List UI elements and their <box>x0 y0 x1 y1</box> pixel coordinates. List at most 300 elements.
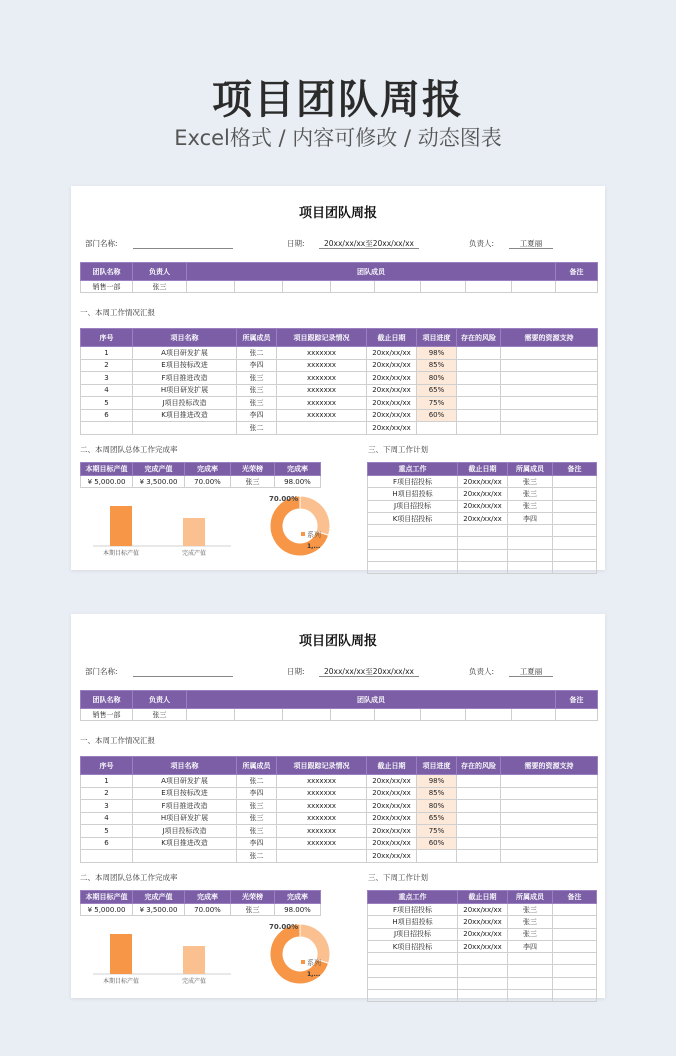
work-cell[interactable] <box>457 397 501 410</box>
work-cell[interactable] <box>417 850 457 863</box>
team-cell-owner[interactable]: 张三 <box>133 281 187 293</box>
plan-cell[interactable] <box>553 904 597 916</box>
team-cell[interactable] <box>331 709 375 721</box>
work-cell[interactable] <box>133 850 237 863</box>
work-cell[interactable] <box>457 800 501 813</box>
summary-cell[interactable]: 70.00% <box>185 904 231 916</box>
work-cell[interactable]: K项目推进改造 <box>133 409 237 422</box>
work-cell[interactable]: H项目研发扩展 <box>133 384 237 397</box>
team-header-members: 团队成员 <box>187 263 556 281</box>
plan-cell[interactable] <box>368 977 458 989</box>
work-cell[interactable]: xxxxxxx <box>277 397 367 410</box>
plan-table <box>367 462 597 574</box>
summary-header-1: 完成产值 <box>133 463 185 476</box>
work-cell[interactable] <box>501 837 598 850</box>
team-cell[interactable] <box>283 281 331 293</box>
dept-field-line[interactable] <box>133 676 233 677</box>
work-cell[interactable]: 20xx/xx/xx <box>367 775 417 788</box>
team-cell[interactable] <box>512 281 556 293</box>
work-cell[interactable]: 2 <box>81 359 133 372</box>
plan-cell[interactable]: F项目招投标 <box>368 476 458 488</box>
plan-cell[interactable] <box>553 488 597 500</box>
work-cell[interactable]: xxxxxxx <box>277 812 367 825</box>
summary-cell[interactable]: 98.00% <box>275 476 321 488</box>
legend-swatch <box>301 960 305 964</box>
team-cell[interactable] <box>187 709 235 721</box>
work-cell[interactable]: 98% <box>417 347 457 360</box>
work-cell[interactable]: 85% <box>417 359 457 372</box>
work-cell[interactable]: 80% <box>417 800 457 813</box>
date-field-line <box>319 676 419 677</box>
table-row <box>81 372 598 385</box>
work-cell[interactable]: 80% <box>417 372 457 385</box>
team-cell[interactable] <box>331 281 375 293</box>
work-cell[interactable] <box>457 372 501 385</box>
summary-cell[interactable]: ¥ 3,500.00 <box>133 476 185 488</box>
plan-cell[interactable]: 张三 <box>508 928 553 940</box>
dept-label: 部门名称: <box>85 239 118 248</box>
table-row <box>368 965 597 977</box>
plan-cell[interactable]: 20xx/xx/xx <box>458 928 508 940</box>
table-row <box>368 977 597 989</box>
summary-header-0: 本期目标产值 <box>81 891 133 904</box>
legend-swatch <box>301 532 305 536</box>
work-cell[interactable]: 3 <box>81 800 133 813</box>
work-cell[interactable] <box>457 384 501 397</box>
work-cell[interactable]: xxxxxxx <box>277 347 367 360</box>
plan-cell[interactable]: J项目招投标 <box>368 500 458 512</box>
section-2-title: 二、本周团队总体工作完成率 <box>80 873 178 882</box>
plan-cell[interactable] <box>553 990 597 1002</box>
work-cell[interactable]: 李四 <box>237 359 277 372</box>
work-cell[interactable]: 20xx/xx/xx <box>367 359 417 372</box>
plan-cell[interactable]: K项目招投标 <box>368 940 458 952</box>
summary-cell[interactable]: ¥ 5,000.00 <box>81 904 133 916</box>
work-cell[interactable]: 6 <box>81 409 133 422</box>
owner-field-line <box>509 248 553 249</box>
work-cell[interactable]: 20xx/xx/xx <box>367 372 417 385</box>
summary-cell[interactable]: 98.00% <box>275 904 321 916</box>
plan-cell[interactable]: 20xx/xx/xx <box>458 940 508 952</box>
work-cell[interactable]: 20xx/xx/xx <box>367 384 417 397</box>
work-cell[interactable]: xxxxxxx <box>277 372 367 385</box>
team-cell[interactable] <box>556 281 598 293</box>
plan-cell[interactable] <box>508 549 553 561</box>
bar-category-label: 完成产值 <box>181 550 207 557</box>
work-cell[interactable]: 2 <box>81 787 133 800</box>
work-cell[interactable] <box>277 850 367 863</box>
table-row <box>368 537 597 549</box>
work-cell[interactable]: K项目推进改造 <box>133 837 237 850</box>
work-cell[interactable]: 张三 <box>237 812 277 825</box>
plan-cell[interactable]: 20xx/xx/xx <box>458 512 508 524</box>
work-header-6: 存在的风险 <box>457 757 501 775</box>
bar-0 <box>110 934 132 974</box>
table-row <box>81 422 598 435</box>
plan-cell[interactable]: 张三 <box>508 904 553 916</box>
owner-value[interactable]: 工夏丽 <box>519 239 543 248</box>
legend-label: 系列 <box>307 531 321 539</box>
work-cell[interactable] <box>457 422 501 435</box>
work-cell[interactable] <box>457 812 501 825</box>
plan-cell[interactable] <box>368 562 458 574</box>
work-cell[interactable]: 1 <box>81 347 133 360</box>
work-header-2: 所属成员 <box>237 329 277 347</box>
work-cell[interactable]: 20xx/xx/xx <box>367 850 417 863</box>
plan-cell[interactable] <box>553 562 597 574</box>
work-header-2: 所属成员 <box>237 757 277 775</box>
work-cell[interactable]: xxxxxxx <box>277 787 367 800</box>
team-cell[interactable] <box>466 281 512 293</box>
summary-cell[interactable]: ¥ 3,500.00 <box>133 904 185 916</box>
plan-cell[interactable] <box>368 537 458 549</box>
work-cell[interactable] <box>501 812 598 825</box>
work-cell[interactable]: xxxxxxx <box>277 800 367 813</box>
work-cell[interactable] <box>501 422 598 435</box>
work-cell[interactable]: 60% <box>417 837 457 850</box>
team-header-name: 团队名称 <box>81 263 133 281</box>
work-cell[interactable] <box>501 850 598 863</box>
plan-cell[interactable]: 20xx/xx/xx <box>458 476 508 488</box>
work-cell[interactable]: xxxxxxx <box>277 384 367 397</box>
work-cell[interactable]: 20xx/xx/xx <box>367 422 417 435</box>
plan-cell[interactable] <box>553 940 597 952</box>
plan-cell[interactable] <box>458 953 508 965</box>
work-cell[interactable]: 张三 <box>237 825 277 838</box>
work-cell[interactable] <box>81 850 133 863</box>
plan-cell[interactable] <box>458 965 508 977</box>
owner-label: 负责人: <box>469 239 495 248</box>
work-cell[interactable]: 20xx/xx/xx <box>367 397 417 410</box>
bar-category-label: 本期目标产值 <box>102 978 140 985</box>
summary-cell[interactable]: ¥ 5,000.00 <box>81 476 133 488</box>
work-cell[interactable]: A项目研发扩展 <box>133 775 237 788</box>
work-cell[interactable] <box>133 422 237 435</box>
work-cell[interactable]: 5 <box>81 397 133 410</box>
plan-cell[interactable] <box>368 990 458 1002</box>
plan-header-1: 截止日期 <box>458 463 508 476</box>
work-cell[interactable]: 4 <box>81 812 133 825</box>
work-cell[interactable]: J项目投标改造 <box>133 825 237 838</box>
donut-slice-1 <box>300 496 330 535</box>
team-header-note: 备注 <box>556 691 598 709</box>
plan-cell[interactable]: F项目招投标 <box>368 904 458 916</box>
work-cell[interactable]: 85% <box>417 787 457 800</box>
work-cell[interactable]: 张三 <box>237 372 277 385</box>
work-header-4: 截止日期 <box>367 329 417 347</box>
plan-cell[interactable] <box>458 990 508 1002</box>
work-header-1: 项目名称 <box>133 757 237 775</box>
table-row <box>81 812 598 825</box>
work-cell[interactable] <box>457 359 501 372</box>
legend-value: 1,... <box>307 971 321 978</box>
work-cell[interactable]: 20xx/xx/xx <box>367 347 417 360</box>
work-cell[interactable] <box>457 775 501 788</box>
owner-value[interactable]: 工夏丽 <box>519 667 543 676</box>
work-header-3: 项目跟踪记录情况 <box>277 757 367 775</box>
plan-cell[interactable]: K项目招投标 <box>368 512 458 524</box>
work-cell[interactable]: xxxxxxx <box>277 409 367 422</box>
work-cell[interactable]: xxxxxxx <box>277 359 367 372</box>
plan-cell[interactable] <box>508 537 553 549</box>
work-cell[interactable] <box>457 347 501 360</box>
summary-header-3: 光荣榜 <box>231 463 275 476</box>
plan-cell[interactable]: 20xx/xx/xx <box>458 488 508 500</box>
work-cell[interactable]: 65% <box>417 812 457 825</box>
work-cell[interactable] <box>501 409 598 422</box>
work-cell[interactable] <box>457 837 501 850</box>
work-header-0: 序号 <box>81 757 133 775</box>
summary-table <box>80 462 321 488</box>
plan-header-2: 所属成员 <box>508 463 553 476</box>
work-cell[interactable]: F项目推进改造 <box>133 800 237 813</box>
output-bar-chart <box>91 928 241 990</box>
plan-cell[interactable] <box>368 525 458 537</box>
plan-cell[interactable]: 20xx/xx/xx <box>458 500 508 512</box>
team-table <box>80 262 598 293</box>
plan-cell[interactable] <box>553 977 597 989</box>
work-cell[interactable] <box>501 775 598 788</box>
plan-cell[interactable] <box>458 537 508 549</box>
work-cell[interactable]: 98% <box>417 775 457 788</box>
work-cell[interactable] <box>457 825 501 838</box>
work-cell[interactable]: E项目按标改进 <box>133 787 237 800</box>
plan-cell[interactable] <box>553 537 597 549</box>
work-cell[interactable] <box>501 800 598 813</box>
team-cell[interactable] <box>235 709 283 721</box>
plan-header-1: 截止日期 <box>458 891 508 904</box>
plan-cell[interactable] <box>553 525 597 537</box>
work-cell[interactable]: 3 <box>81 372 133 385</box>
work-cell[interactable]: H项目研发扩展 <box>133 812 237 825</box>
work-cell[interactable] <box>501 372 598 385</box>
table-row <box>81 800 598 813</box>
plan-cell[interactable]: 20xx/xx/xx <box>458 916 508 928</box>
work-cell[interactable]: 20xx/xx/xx <box>367 812 417 825</box>
work-cell[interactable]: F项目推进改造 <box>133 372 237 385</box>
work-cell[interactable]: xxxxxxx <box>277 837 367 850</box>
summary-cell[interactable]: 70.00% <box>185 476 231 488</box>
work-cell[interactable] <box>501 825 598 838</box>
team-cell-name[interactable]: 销售一部 <box>81 709 133 721</box>
plan-cell[interactable] <box>368 953 458 965</box>
work-cell[interactable]: xxxxxxx <box>277 775 367 788</box>
work-cell[interactable]: 65% <box>417 384 457 397</box>
work-cell[interactable]: 20xx/xx/xx <box>367 409 417 422</box>
plan-cell[interactable] <box>553 549 597 561</box>
plan-cell[interactable]: 张三 <box>508 916 553 928</box>
plan-header-0: 重点工作 <box>368 463 458 476</box>
team-cell[interactable] <box>421 281 466 293</box>
table-row <box>368 940 597 952</box>
section-1-title: 一、本周工作情况汇报 <box>80 736 155 745</box>
work-cell[interactable]: 20xx/xx/xx <box>367 787 417 800</box>
plan-cell[interactable] <box>508 525 553 537</box>
summary-header-2: 完成率 <box>185 891 231 904</box>
table-row <box>368 500 597 512</box>
hero-subtitle: Excel格式 / 内容可修改 / 动态图表 <box>174 126 502 150</box>
plan-cell[interactable]: H项目招投标 <box>368 916 458 928</box>
section-3-title: 三、下周工作计划 <box>368 873 428 882</box>
date-label: 日期: <box>287 667 305 676</box>
work-cell[interactable]: 4 <box>81 384 133 397</box>
plan-cell[interactable] <box>458 525 508 537</box>
summary-header-4: 完成率 <box>275 463 321 476</box>
work-cell[interactable]: 20xx/xx/xx <box>367 825 417 838</box>
plan-cell[interactable]: H项目招投标 <box>368 488 458 500</box>
date-label: 日期: <box>287 239 305 248</box>
team-cell[interactable] <box>466 709 512 721</box>
summary-header-2: 完成率 <box>185 463 231 476</box>
plan-cell[interactable] <box>368 549 458 561</box>
summary-table <box>80 890 321 916</box>
plan-cell[interactable] <box>553 953 597 965</box>
work-cell[interactable] <box>501 384 598 397</box>
work-header-4: 截止日期 <box>367 757 417 775</box>
work-cell[interactable] <box>81 422 133 435</box>
work-header-1: 项目名称 <box>133 329 237 347</box>
work-cell[interactable]: 张三 <box>237 384 277 397</box>
work-cell[interactable]: 张二 <box>237 850 277 863</box>
team-cell-name[interactable]: 销售一部 <box>81 281 133 293</box>
report-sheet-2 <box>71 614 605 998</box>
team-cell[interactable] <box>283 709 331 721</box>
summary-cell[interactable]: 张三 <box>231 476 275 488</box>
work-cell[interactable] <box>501 787 598 800</box>
table-row <box>81 850 598 863</box>
plan-cell[interactable] <box>553 928 597 940</box>
owner-label: 负责人: <box>469 667 495 676</box>
work-cell[interactable] <box>501 397 598 410</box>
completion-donut-chart <box>267 492 337 560</box>
plan-cell[interactable]: 张三 <box>508 476 553 488</box>
work-cell[interactable]: 李四 <box>237 837 277 850</box>
section-3-title: 三、下周工作计划 <box>368 445 428 454</box>
plan-cell[interactable]: 李四 <box>508 940 553 952</box>
donut-slice-1 <box>300 924 330 963</box>
plan-cell[interactable] <box>508 953 553 965</box>
bar-1 <box>183 946 205 974</box>
team-cell[interactable] <box>187 281 235 293</box>
work-table <box>80 756 598 863</box>
work-cell[interactable]: 5 <box>81 825 133 838</box>
bar-category-label: 完成产值 <box>181 978 207 985</box>
work-cell[interactable]: 20xx/xx/xx <box>367 837 417 850</box>
plan-cell[interactable]: 20xx/xx/xx <box>458 904 508 916</box>
table-row <box>368 549 597 561</box>
work-cell[interactable]: 张二 <box>237 775 277 788</box>
donut-center-label: 70.00% <box>269 923 299 931</box>
plan-cell[interactable] <box>508 990 553 1002</box>
work-cell[interactable]: E项目按标改进 <box>133 359 237 372</box>
work-cell[interactable]: J项目投标改造 <box>133 397 237 410</box>
work-header-6: 存在的风险 <box>457 329 501 347</box>
work-cell[interactable]: 60% <box>417 409 457 422</box>
team-cell[interactable] <box>375 281 421 293</box>
plan-cell[interactable]: 张三 <box>508 488 553 500</box>
plan-cell[interactable] <box>553 965 597 977</box>
team-cell-owner[interactable]: 张三 <box>133 709 187 721</box>
date-value[interactable]: 20xx/xx/xx至20xx/xx/xx <box>324 239 414 248</box>
work-cell[interactable] <box>457 787 501 800</box>
bar-1 <box>183 518 205 546</box>
plan-cell[interactable] <box>553 476 597 488</box>
plan-cell[interactable] <box>553 512 597 524</box>
plan-cell[interactable] <box>508 977 553 989</box>
work-cell[interactable]: 李四 <box>237 787 277 800</box>
table-row <box>368 512 597 524</box>
work-table <box>80 328 598 435</box>
work-cell[interactable]: A项目研发扩展 <box>133 347 237 360</box>
date-field-line <box>319 248 419 249</box>
team-header-note: 备注 <box>556 263 598 281</box>
team-header-name: 团队名称 <box>81 691 133 709</box>
date-value[interactable]: 20xx/xx/xx至20xx/xx/xx <box>324 667 414 676</box>
work-cell[interactable]: xxxxxxx <box>277 825 367 838</box>
work-header-5: 项目进度 <box>417 757 457 775</box>
work-cell[interactable]: 75% <box>417 397 457 410</box>
work-cell[interactable]: 张二 <box>237 422 277 435</box>
work-cell[interactable]: 20xx/xx/xx <box>367 800 417 813</box>
work-cell[interactable]: 75% <box>417 825 457 838</box>
work-cell[interactable] <box>277 422 367 435</box>
plan-cell[interactable] <box>368 965 458 977</box>
plan-cell[interactable]: 张三 <box>508 500 553 512</box>
plan-cell[interactable] <box>458 977 508 989</box>
table-row <box>368 562 597 574</box>
work-cell[interactable] <box>457 409 501 422</box>
work-cell[interactable] <box>501 347 598 360</box>
work-cell[interactable]: 张三 <box>237 397 277 410</box>
work-cell[interactable] <box>501 359 598 372</box>
dept-field-line[interactable] <box>133 248 233 249</box>
table-row <box>81 787 598 800</box>
summary-cell[interactable]: 张三 <box>231 904 275 916</box>
plan-cell[interactable] <box>508 562 553 574</box>
sheet-title: 项目团队周报 <box>298 634 377 649</box>
plan-header-3: 备注 <box>553 891 597 904</box>
plan-cell[interactable] <box>553 500 597 512</box>
team-cell[interactable] <box>375 709 421 721</box>
work-header-7: 需要的资源支持 <box>501 757 598 775</box>
work-cell[interactable]: 张三 <box>237 800 277 813</box>
work-cell[interactable] <box>457 850 501 863</box>
plan-cell[interactable]: 李四 <box>508 512 553 524</box>
donut-center-label: 70.00% <box>269 495 299 503</box>
plan-cell[interactable] <box>508 965 553 977</box>
team-cell[interactable] <box>512 709 556 721</box>
work-cell[interactable]: 张二 <box>237 347 277 360</box>
team-cell[interactable] <box>556 709 598 721</box>
work-cell[interactable] <box>417 422 457 435</box>
team-cell[interactable] <box>421 709 466 721</box>
summary-header-1: 完成产值 <box>133 891 185 904</box>
bar-0 <box>110 506 132 546</box>
work-cell[interactable]: 李四 <box>237 409 277 422</box>
plan-cell[interactable] <box>458 549 508 561</box>
plan-header-2: 所属成员 <box>508 891 553 904</box>
summary-header-0: 本期目标产值 <box>81 463 133 476</box>
team-cell[interactable] <box>235 281 283 293</box>
table-row <box>368 953 597 965</box>
work-cell[interactable]: 6 <box>81 837 133 850</box>
team-table <box>80 690 598 721</box>
plan-cell[interactable] <box>458 562 508 574</box>
plan-cell[interactable]: J项目招投标 <box>368 928 458 940</box>
plan-cell[interactable] <box>553 916 597 928</box>
work-cell[interactable]: 1 <box>81 775 133 788</box>
table-row <box>368 990 597 1002</box>
